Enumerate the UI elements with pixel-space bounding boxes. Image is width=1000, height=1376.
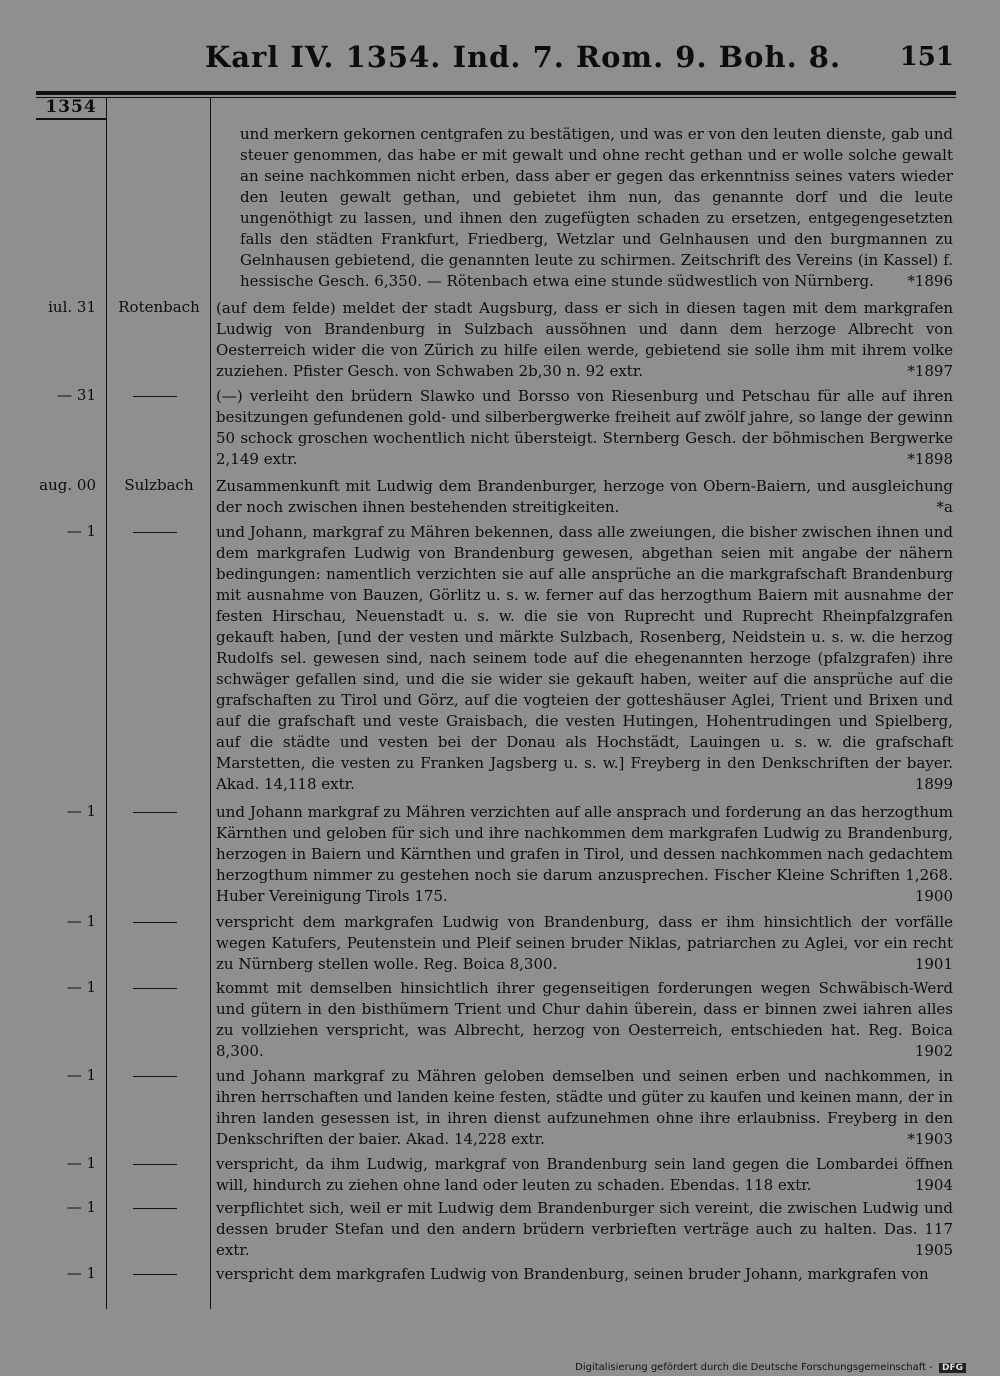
entry-date: aug. 00 bbox=[39, 476, 96, 494]
ditto-dash bbox=[133, 812, 177, 813]
ditto-dash bbox=[133, 1076, 177, 1077]
entry-number: 1902 bbox=[914, 1042, 953, 1060]
entry-body: Zusammenkunft mit Ludwig dem Brandenburger, herzoge von Obern-Baiern, und ausgleichung der noch zwischen ihnen bestehenden streitigkeiten. bbox=[216, 477, 953, 516]
entry-date: — 1 bbox=[66, 978, 96, 996]
entry-text bbox=[216, 298, 953, 382]
entry-date: — 1 bbox=[66, 802, 96, 820]
ditto-dash bbox=[133, 396, 177, 397]
entry-number: 1899 bbox=[914, 775, 953, 793]
running-title: Karl IV. 1354. Ind. 7. Rom. 9. Boh. 8. bbox=[205, 40, 842, 74]
entry-number: *1898 bbox=[907, 450, 953, 468]
entry-date: — 1 bbox=[66, 1264, 96, 1282]
entry-date: — 1 bbox=[66, 1066, 96, 1084]
entry-number: 1901 bbox=[914, 955, 953, 973]
entry-place: Rotenbach bbox=[118, 298, 200, 316]
ditto-dash bbox=[133, 1274, 177, 1275]
page-number: 151 bbox=[899, 42, 954, 72]
entry-number: *1896 bbox=[907, 272, 953, 290]
entry-text bbox=[216, 386, 953, 470]
entry-date: iul. 31 bbox=[48, 298, 96, 316]
entry-text bbox=[216, 802, 953, 907]
entry-date: — 1 bbox=[66, 522, 96, 540]
entry-date: — 1 bbox=[66, 912, 96, 930]
entry-text bbox=[216, 1198, 953, 1261]
entry-number: 1905 bbox=[914, 1241, 953, 1259]
entry-place: Sulzbach bbox=[124, 476, 194, 494]
entry-number: *1903 bbox=[907, 1130, 953, 1148]
entry-text bbox=[216, 912, 953, 975]
entry-body: (—) verleiht den brüdern Slawko und Borsso von Riesenburg und Petschau für alle auf ihren besitzungen gefundenen gold- und silberbergwerke freiheit auf zwölf jahre, so lange der gewinn 50 schock groschen wochentlich nicht übersteigt. Sternberg Gesch. der böhmischen Bergwerke 2,149 extr. bbox=[216, 387, 953, 468]
entry-text bbox=[216, 522, 953, 795]
digitization-credit bbox=[575, 1362, 966, 1373]
dfg-logo: DFG bbox=[939, 1363, 966, 1373]
entry-body: und merkern gekornen centgrafen zu bestätigen, und was er von den leuten dienste, gab und steuer genommen, das habe er mit gewalt und ohne recht gethan und er wolle solche gewalt an seine nachkommen nicht erben, dass aber er gegen das erkenntniss seines vaters wieder den leuten gewalt gethan, und gebietet ihm nun, das genannte dorf und die leute ungenöthigt zu lassen, und ihnen den zugefügten schaden zu ersetzen, entgegengesetzten falls den städten Frankfurt, Friedberg, Wetzlar und Gelnhausen und den burgmannen zu Gelnhausen gebietend, die genannten leute zu schirmen. Zeitschrift des Vereins (in Kassel) f. hessische Gesch. 6,350. — Rötenbach etwa eine stunde südwestlich von Nürnberg. bbox=[240, 125, 953, 290]
entry-number: 1900 bbox=[914, 887, 953, 905]
entry-text bbox=[216, 978, 953, 1062]
ditto-dash bbox=[133, 922, 177, 923]
entry-text bbox=[216, 476, 953, 518]
entry-body: verspricht, da ihm Ludwig, markgraf von Brandenburg sein land gegen die Lombardei öffnen will, hindurch zu ziehen ohne land oder leuten zu schaden. Ebendas. 118 extr. bbox=[216, 1155, 953, 1194]
entry-number: *1897 bbox=[907, 362, 953, 380]
entry-date: — 1 bbox=[66, 1154, 96, 1172]
ditto-dash bbox=[133, 1208, 177, 1209]
entry-body: und Johann markgraf zu Mähren verzichten auf alle ansprach und forderung an das herzogthum Kärnthen und geloben für sich und ihre nachkommen dem markgrafen Ludwig zu Brandenburg, herzogen in Baiern und Kärnthen und grafen in Tirol, und dessen nachkommen nach gedachtem herzogthum nimmer zu gestehen noch sie darum anzusprechen. Fischer Kleine Schriften 1,268. Huber Vereinigung Tirols 175. bbox=[216, 803, 953, 905]
entry-text bbox=[216, 1066, 953, 1150]
entry-date: — 31 bbox=[57, 386, 96, 404]
entry-text bbox=[216, 1154, 953, 1196]
entry-body: und Johann, markgraf zu Mähren bekennen, dass alle zweiungen, die bisher zwischen ihnen und dem markgrafen Ludwig von Brandenburg gewesen, abgethan seien mit angabe der nähern bedingungen: namentlich verzichten sie auf alle ansprüche an die markgrafschaft Brandenburg mit ausnahme von Bauzen, Görlitz u. s. w. ferner auf das herzogthum Baiern mit ausnahme der festen Hirschau, Neuenstadt u. s. w. die sie von Ruprecht und Ruprecht Rheinpfalzgrafen gekauft haben, [und der vesten und märkte Sulzbach, Rosenberg, Neidstein u. s. w. die herzog Rudolfs sel. gewesen sind, nach seinem tode auf die ehegenannten herzoge (pfalzgrafen) ihre schwäger gefallen sind, und die sie wider sie gekauft haben, weiter auf die ansprüche auf die grafschaften zu Tirol und Görz, auf die vogteien der gotteshäuser Aglei, Trient und Brixen und auf die grafschaft und veste Graisbach, die vesten Hutingen, Hohentrudingen und Spielberg, auf die städte und vesten bei der Donau als Hochstädt, Lauingen u. s. w. die grafschaft Marstetten, die vesten zu Franken Jagsberg u. s. w.] Freyberg in den Denkschriften der bayer. Akad. 14,118 extr. bbox=[216, 523, 953, 793]
ditto-dash bbox=[133, 532, 177, 533]
entry-number: *a bbox=[936, 498, 953, 516]
year-marker: 1354 bbox=[36, 97, 106, 120]
entry-body: kommt mit demselben hinsichtlich ihrer gegenseitigen forderungen wegen Schwäbisch-Werd und gütern in den bisthümern Trient und Chur dahin überein, dass er binnen zwei iahren alles zu vollziehen verspricht, was Albrecht, herzog von Oesterreich, entschieden hat. Reg. Boica 8,300. bbox=[216, 979, 953, 1060]
entry-body: verspricht dem markgrafen Ludwig von Brandenburg, dass er ihm hinsichtlich der vorfälle wegen Katufers, Peutenstein und Pleif seinen bruder Niklas, patriarchen zu Aglei, vor ein recht zu Nürnberg stellen wolle. Reg. Boica 8,300. bbox=[216, 913, 953, 973]
ditto-dash bbox=[133, 988, 177, 989]
ditto-dash bbox=[133, 1164, 177, 1165]
entry-text bbox=[216, 1264, 953, 1285]
entry-body: verpflichtet sich, weil er mit Ludwig dem Brandenburger sich vereint, die zwischen Ludwig und dessen bruder Stefan und den andern brüdern verbrieften verträge auch zu halten. Das. 117 extr. bbox=[216, 1199, 953, 1259]
entry-body: und Johann markgraf zu Mähren geloben demselben und seinen erben und nachkommen, in ihren herrschaften und landen keine festen, städte und güter zu kaufen und keinen mann, der in ihren landen gesessen ist, in ihren dienst aufzunehmen ohne ihre erlaubniss. Freyberg in den Denkschriften der baier. Akad. 14,228 extr. bbox=[216, 1067, 953, 1148]
entry-body: verspricht dem markgrafen Ludwig von Brandenburg, seinen bruder Johann, markgrafen von bbox=[216, 1265, 929, 1283]
entry-date: — 1 bbox=[66, 1198, 96, 1216]
entry-body: (auf dem felde) meldet der stadt Augsburg, dass er sich in diesen tagen mit dem markgrafen Ludwig von Brandenburg in Sulzbach aussöhnen und dann dem herzoge Albrecht von Oesterreich wider die von Zürich zu hilfe eilen werde, gebietend sie solle ihm mit ihrem volke zuziehen. Pfister Gesch. von Schwaben 2b,30 n. 92 extr. bbox=[216, 299, 953, 380]
entry-number: 1904 bbox=[914, 1176, 953, 1194]
entry-text bbox=[240, 124, 953, 292]
credit-text: Digitalisierung gefördert durch die Deutsche Forschungsgemeinschaft - bbox=[575, 1362, 933, 1373]
